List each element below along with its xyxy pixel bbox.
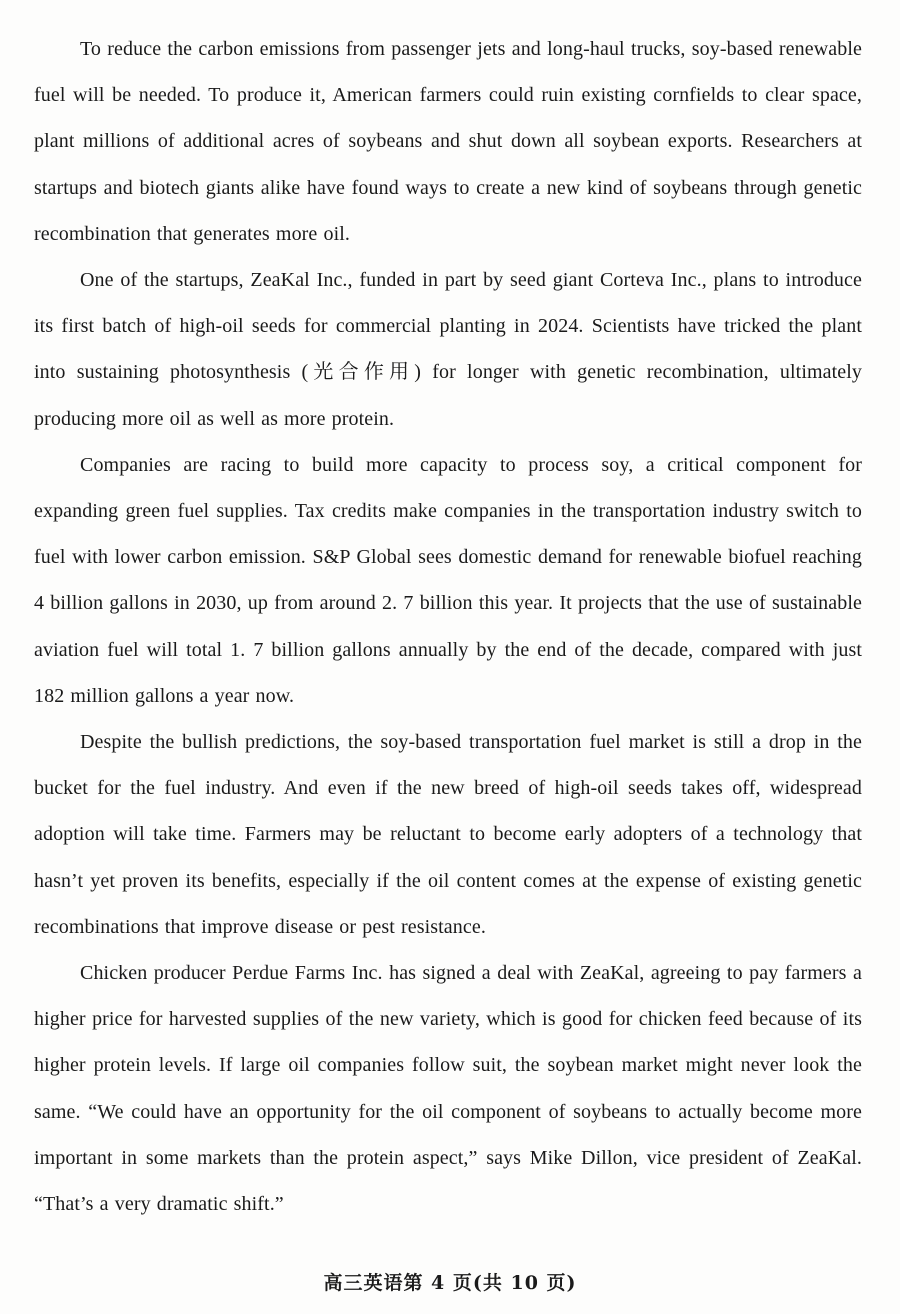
paragraph-3: Companies are racing to build more capacity to process soy, a critical component for expanding green fuel supplies. Tax credits make companies in the transportation industry switch to fuel with lower carbon emission. S&P Global sees domestic demand for renewable biofuel reaching 4 billion gallons in 2030, up from around 2. 7 billion this year. It projects that the use of sustainable aviation fuel will total 1. 7 billion gallons annually by the end of the decade, compared with just 182 million gallons a year now.: [34, 453, 862, 707]
reading-passage: [34, 26, 862, 1227]
paragraph-5: Chicken producer Perdue Farms Inc. has signed a deal with ZeaKal, agreeing to pay farmers a higher price for harvested supplies of the new variety, which is good for chicken feed because of its higher protein levels. If large oil companies follow suit, the soybean market might never look the same. “We could have an opportunity for the oil component of soybeans to actually become more important in some markets than the protein aspect,” says Mike Dillon, vice president of ZeaKal. “That’s a very dramatic shift.”: [34, 962, 862, 1216]
paragraph-1: To reduce the carbon emissions from passenger jets and long-haul trucks, soy-based renewable fuel will be needed. To produce it, American farmers could ruin existing cornfields to clear space, plant millions of additional acres of soybeans and shut down all soybean exports. Researchers at startups and biotech giants alike have found ways to create a new kind of soybeans through genetic recombination that generates more oil.: [34, 38, 862, 245]
paragraph-2: One of the startups, ZeaKal Inc., funded in part by seed giant Corteva Inc., plans to introduce its first batch of high-oil seeds for commercial planting in 2024. Scientists have tricked the plant into sustaining photosynthesis (光合作用) for longer with genetic recombination, ultimately producing more oil as well as more protein.: [34, 269, 862, 430]
paragraph-4: Despite the bullish predictions, the soy-based transportation fuel market is still a drop in the bucket for the fuel industry. And even if the new breed of high-oil seeds takes off, widespread adoption will take time. Farmers may be reluctant to become early adopters of a technology that hasn’t yet proven its benefits, especially if the oil content comes at the expense of existing genetic recombinations that improve disease or pest resistance.: [34, 731, 862, 938]
page-footer: 高三英语第 4 页(共 10 页): [323, 1272, 577, 1294]
